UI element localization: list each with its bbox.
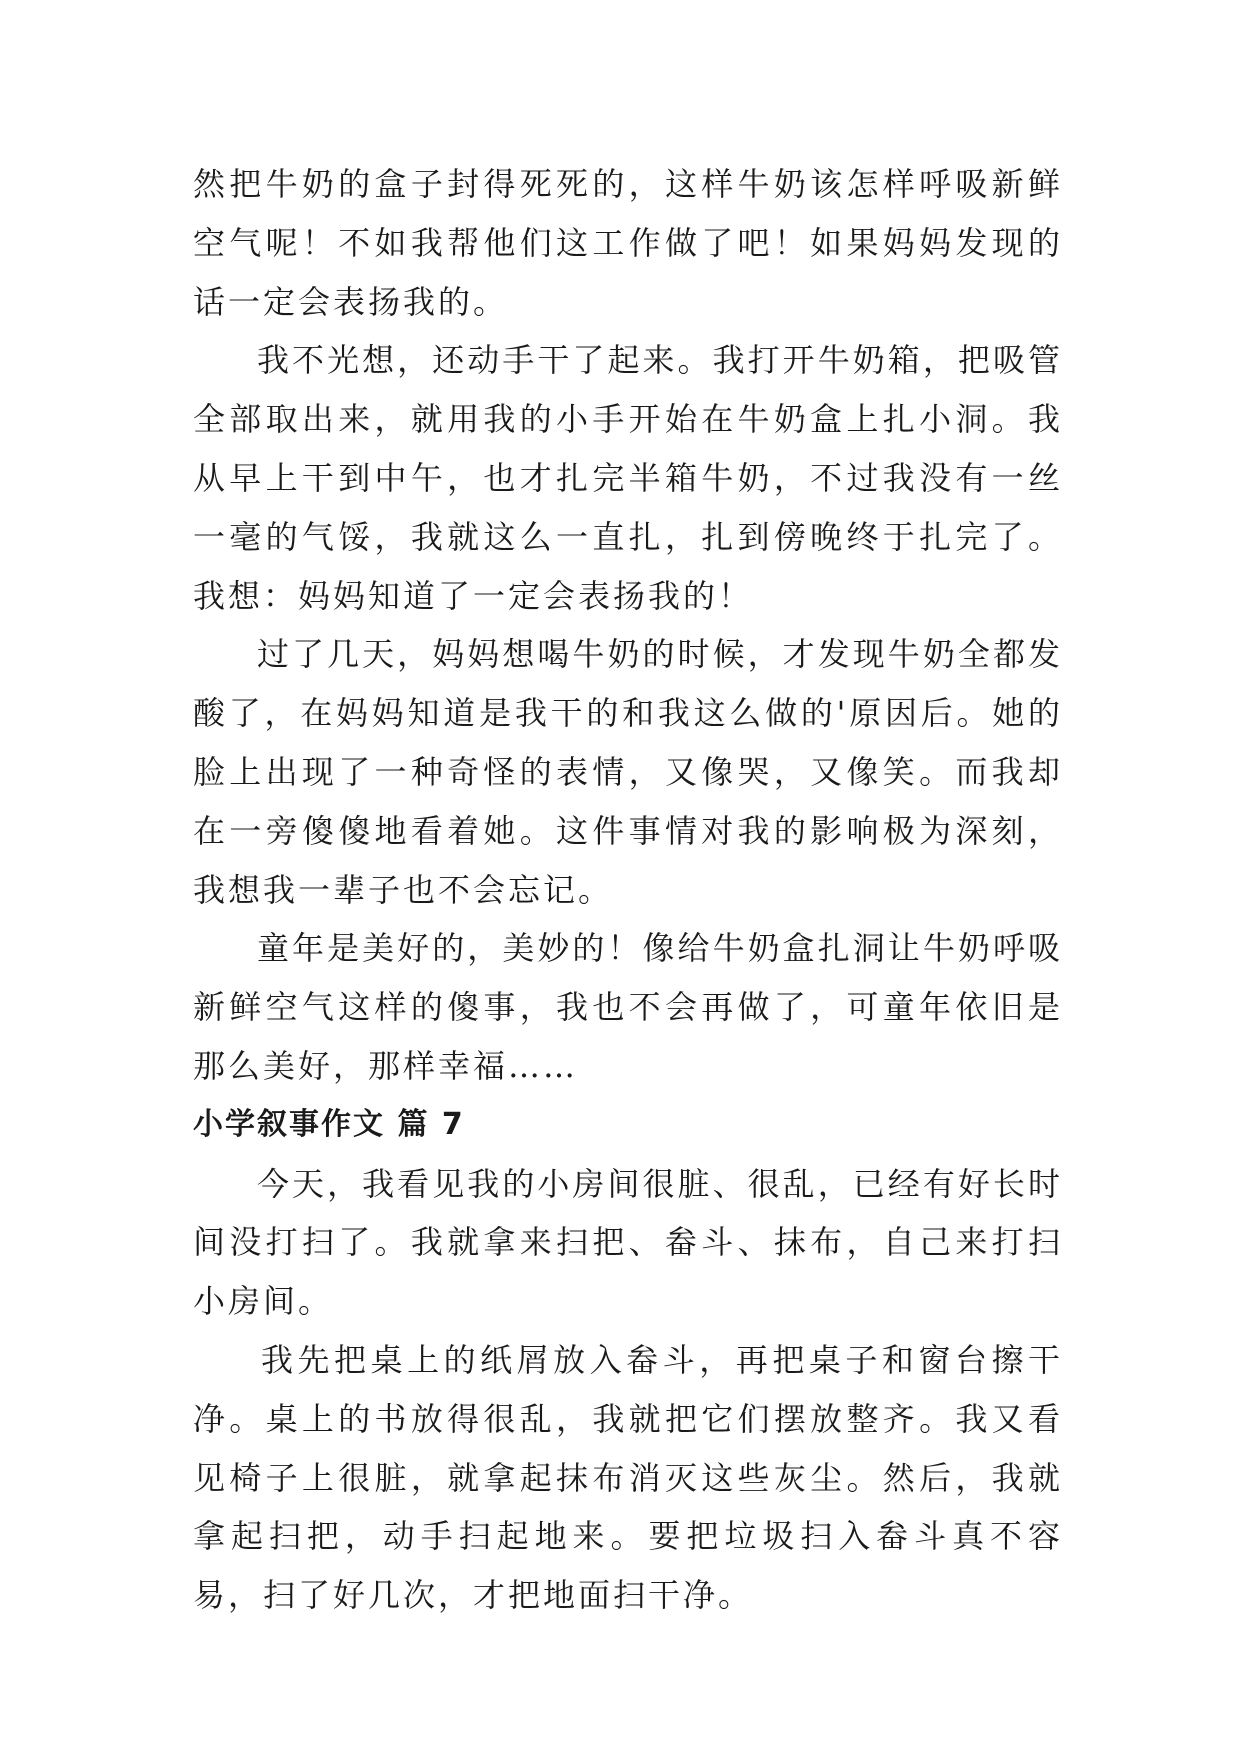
paragraph: 我不光想，还动手干了起来。我打开牛奶箱，把吸管全部取出来，就用我的小手开始在牛奶盒上扎小洞。我从早上干到中午，也才扎完半箱牛奶，不过我没有一丝一毫的气馁，我就这么一直扎，扎到傍晚终于扎完了。我想：妈妈知道了一定会表扬我的！ — [193, 341, 1063, 615]
paragraph-continuation: 然把牛奶的盒子封得死死的，这样牛奶该怎样呼吸新鲜空气呢！不如我帮他们这工作做了吧！如果妈妈发现的话一定会表扬我的。 — [193, 165, 1063, 321]
paragraph: 我先把桌上的纸屑放入畚斗，再把桌子和窗台擦干净。桌上的书放得很乱，我就把它们摆放整齐。我又看见椅子上很脏，就拿起抹布消灭这些灰尘。然后，我就拿起扫把，动手扫起地来。要把垃圾扫入畚斗真不容易，扫了好几次，才把地面扫干净。 — [193, 1340, 1063, 1615]
paragraph: 今天，我看见我的小房间很脏、很乱，已经有好长时间没打扫了。我就拿来扫把、畚斗、抹布，自己来打扫小房间。 — [193, 1164, 1063, 1321]
section-heading: 小学叙事作文 篇 7 — [193, 1106, 465, 1142]
document-page — [193, 155, 1063, 1625]
paragraph: 过了几天，妈妈想喝牛奶的时候，才发现牛奶全都发酸了，在妈妈知道是我干的和我这么做的'原因后。她的脸上出现了一种奇怪的表情，又像哭，又像笑。而我却在一旁傻傻地看着她。这件事情对我的影响极为深刻，我想我一辈子也不会忘记。 — [193, 635, 1063, 909]
paragraph: 童年是美好的，美妙的！像给牛奶盒扎洞让牛奶呼吸新鲜空气这样的傻事，我也不会再做了，可童年依旧是那么美好，那样幸福…… — [193, 929, 1063, 1085]
